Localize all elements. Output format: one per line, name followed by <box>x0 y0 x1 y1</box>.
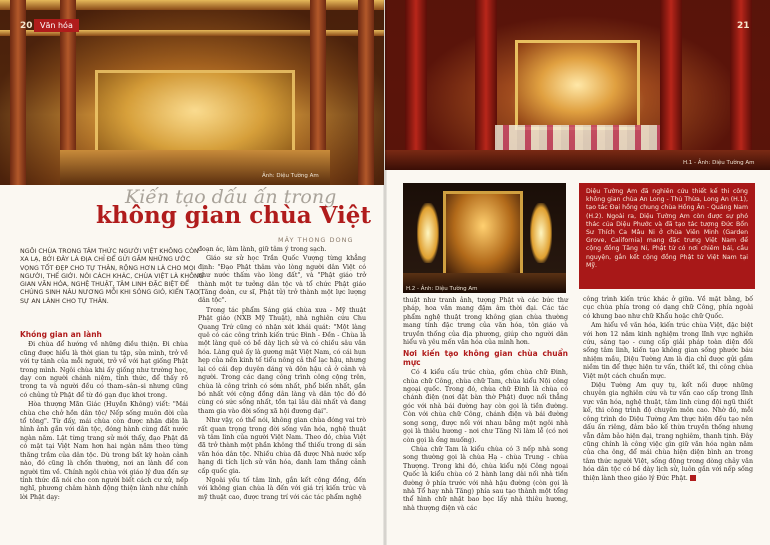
paragraph: Đi chùa để hướng về những điều thiện. Đi chùa cũng được hiểu là thời gian tu tập, sửa mình, trở về với tự tánh của mỗi người, trở về với hạt giống Phật trong mình. Ngôi chùa khi ấy giống như trường học, dạy con người chánh niệm, tỉnh thức, để thấy rõ trong ta và người đều có tham–sân–si nhưng cũng có chủng tử Phật để từ đó gạn đục khơi trong. <box>20 341 188 399</box>
photo-caption: H.1 - Ảnh: Diệu Tường Am <box>683 160 755 166</box>
text-column-4 <box>583 296 753 484</box>
right-page <box>385 0 770 545</box>
page-gutter <box>383 0 387 545</box>
paragraph: Chùa chữ Tam là kiểu chùa có 3 nếp nhà song song thường gọi là chùa Hạ - chùa Trung - chùa Thượng. Trong khi đó, chùa kiểu nội Công ngoại Quốc là kiểu chùa có 2 hành lang dài nối nhà tiền đường ở phía trước với nhà hậu đường (còn gọi là nhà Tổ hay nhà Tăng) phía sau tạo thành một tổng thể hình chữ nhật bao bọc lấy nhà thiêu hương, nhà thượng điện và các <box>403 445 568 512</box>
paragraph: Hòa thượng Mãn Giác (Huyền Không) viết: "Mái chùa che chở hồn dân tộc/ Nếp sống muôn đời của tổ tông". Từ đấy, mái chùa còn được nhận diện là hình ảnh gắn với dân tộc, đóng hành cùng đất nước ngàn năm. Lật từng trang sử mới thấy, đạo Phật đã có mặt tại Việt Nam hơn hai ngàn năm theo từng thăng trầm của dân tộc. Dù trong bất kỳ hoàn cảnh nào, đó cũng là chốn thường, nơi an lành để con người tìm về. Chính ngôi chùa với giáo lý đưa đến sự tỉnh thức đã nói cho con người biết cách cư xử, nếp nghĩ, phương châm hành động thiện lành như chính lời Phật dạy: <box>20 401 188 501</box>
text-column-1 <box>20 328 188 503</box>
pagoda-altar-photo <box>403 183 566 293</box>
altar-base <box>60 150 330 185</box>
buddha-shrine <box>515 40 640 130</box>
lamp-glow <box>530 203 552 263</box>
paragraph: Giáo sư sử học Trần Quốc Vượng từng khẳng định: "Đạo Phật thâm vào lòng người dân Việt có như nước thấm vào lòng đất", và "Phật giáo trở thành một tư tưởng dân tộc và tổ chức Phật giáo (Tăng đoàn, cư sĩ, Phật tử) trở thành một lực lượng dân tộc". <box>198 255 366 305</box>
page-number-right: 21 <box>737 21 750 31</box>
altar-frame <box>443 191 523 277</box>
article-title-line1: Kiến tạo dấu ấn trong <box>125 186 337 208</box>
section-tag: Văn hóa <box>34 19 79 32</box>
end-mark-icon <box>690 475 696 481</box>
red-pillar <box>405 0 427 170</box>
section-heading: Khóng gian an lành <box>20 330 102 339</box>
paragraph <box>583 382 753 483</box>
pillar <box>358 0 374 185</box>
shrine-hall-photo <box>385 0 770 170</box>
paragraph: Trong tác phẩm Sáng giá chùa xưa - Mỹ thuật Phật giáo (NXB Mỹ Thuật), nhà nghiên cứu Chu Quang Trứ cũng có nhận xét khái quát: "Một làng quê có các công trình kiến trúc Đình - Đền - Chùa là một làng quê có bề dày lịch sử và có chiều sâu văn hóa. Làng quê ấy là gương mặt Việt Nam, có cái hụn hẹp của nền kinh tế tiểu nông cả thể lạc hậu, nhưng lại có cái đẹp duyên dáng và đôn hậu cả ở cảnh và người. Trong các dạng công trình công cộng trên, chùa là công trình có sớm nhất, phổ biến nhất, gắn bó nhất với cộng đồng dân làng và dân tộc đó đó cùng có sức sống nhất, tồn tại lâu dài nhất và đang tham gia vào đời sống xã hội đương đại". <box>198 306 366 415</box>
paragraph: đoạn ác, làm lành, giữ tâm ý trong sạch. <box>198 246 327 253</box>
paragraph: Như vậy, có thể nói, không gian chùa đóng vai trò rất quan trọng trong đời sống văn hóa, nghệ thuật và tâm linh của người Việt Nam. Theo đó, chùa Việt đã trở thành một phần không thể thiếu trong di sản văn hóa dân tộc. Nhiều chùa đã được Nhà nước xếp hạng di tích lịch sử văn hóa, danh lam thắng cảnh cấp quốc gia. <box>198 417 366 475</box>
paragraph: thuật như tranh ảnh, tượng Phật và các bức thư pháp, hoa văn mang đậm âm thời đại. Các tác phẩm nghệ thuật trong không gian chùa thường mang tính đặc trưng của văn hóa, tôn giáo và truyền thống của địa phương, giúp cho người dân hiểu và yêu mến văn hóa của mình hơn. <box>403 297 568 347</box>
photo-caption: Ảnh: Diệu Tường Am <box>262 173 319 179</box>
author-byline: MÂY THONG DONG <box>278 236 354 244</box>
paragraph: Ngoài yếu tố tâm linh, gắn kết cộng đồng, đến với không gian chùa là đến với giá trị kiến trúc và mỹ thuật cao, được trang trí với các tác phẩm nghệ <box>198 476 366 501</box>
text-column-2 <box>198 246 366 503</box>
paragraph: công trình kiến trúc khác ở giữa. Về mặt bằng, bố cục chùa phía trong có dạng chữ Công, phía ngoài có khung bao như chữ Khẩu hoặc chữ Quốc. <box>583 296 753 320</box>
photo-caption: H.2 - Ảnh: Diệu Tường Am <box>406 286 478 292</box>
article-title-line2: không gian chùa Việt <box>96 202 372 229</box>
paragraph: Có 4 kiểu cấu trúc chùa, gồm chùa chữ Đinh, chùa chữ Công, chùa chữ Tam, chùa kiểu Nội công ngoại quốc. Trong đó, chùa chữ Đinh là chùa có chánh điện (nơi đặt bàn thờ Phật) được nối thẳng góc với nhà bái đường hay còn gọi là tiền đường. Còn với chùa chữ Công, chánh điện và bái đường song song, được nối với nhau bằng một ngôi nhà gọi là thiêu hương - nơi chư Tăng Ni làm lễ (có nơi còn gọi là ống muống). <box>403 369 568 444</box>
paragraph-text: Diệu Tường Am quy tụ, kết nối được những chuyên gia nghiên cứu và tư vấn cao cấp trong lĩnh vực văn hóa, nghệ thuật, tâm linh cùng đội ngũ thiết kế, thi công trình độ chuyên môn cao. Nhờ đó, mỗi công trình do Diệu Tường Am thực hiện đều tạo nên dấu ấn riêng, đảm bảo kế thừa truyền thống nhưng vẫn đảm bảo hiện đại, trang nghiêm, thanh tịnh. Đây cũng chính là công việc gìn giữ văn hóa ngàn năm của cha ông, để mái chùa hiện diện bình an trong tâm thức người Việt, sống động trong dòng chảy văn hóa dân tộc có bề dày lịch sử, luôn gắn với nếp sống thiện lành theo giáo lý Đức Phật. <box>583 382 753 482</box>
roof-beam <box>0 0 384 10</box>
section-heading: Nơi kiến tạo không gian chùa chuẩn mực <box>403 349 568 367</box>
page-number-left: 20 <box>20 21 33 31</box>
highlight-box: Diệu Tường Am đã nghiên cứu thiết kế thi công không gian chùa An Long - Thủ Thừa, Long An (H.1), tạo tác Đại hồng chung chùa Hồng Ân - Quảng Nam (H.2). Ngoài ra, Diệu Tường Am còn được sự phó thác của Diệu Phước và đã tạo tác tượng Đức Bổn Sư Thích Ca Mâu Ni ở chùa Viên Minh (Garden Grove, California) mang đặc trưng Việt Nam để cộng đồng Tăng Ni, Phật tử có nơi chiêm bái, cầu nguyện, gắn kết cộng đồng Phật tử Việt Nam tại Mỹ. <box>579 183 755 289</box>
red-pillar <box>660 0 682 170</box>
article-lead: NGÔI CHÙA TRONG TÂM THỨC NGƯỜI VIỆT KHÔNG CÒN XA LẠ, BỞI ĐÂY LÀ ĐỊA CHỈ ĐỂ GỬI GẮM NHỮNG ƯỚC VỌNG TỐT ĐẸP CHO TỰ THÂN, RỘNG HƠN LÀ CHO MỌI NGƯỜI, THẾ GIỚI. NÓI CÁCH KHÁC, CHÙA VIỆT LÀ KHÔNG GIAN VĂN HÓA, NGHỆ THUẬT, TÂM LINH ĐẶC BIỆT ĐỂ CHÚNG SINH NÂU NƯƠNG MỖI KHI SÓNG GIÓ, KIẾN TẠO SỰ AN LÀNH CHO TỰ THÂN. <box>20 248 204 305</box>
paragraph: Am hiểu về văn hóa, kiến trúc chùa Việt, đặc biệt với hơn 12 năm kinh nghiệm trong lĩnh vực nghiên cứu, sáng tạo - cung cấp giải pháp toàn diện đối sống tâm linh, kiến tạo không gian sống phước báu nhiệm mầu, Diệu Tường Am là địa chỉ được gửi gắm niềm tin để thực hiện tư vấn, thiết kế, thi công chùa Việt một cách chuẩn mực. <box>583 322 753 380</box>
text-column-3 <box>403 297 568 514</box>
lamp-glow <box>417 203 439 263</box>
red-pillar <box>475 0 497 170</box>
